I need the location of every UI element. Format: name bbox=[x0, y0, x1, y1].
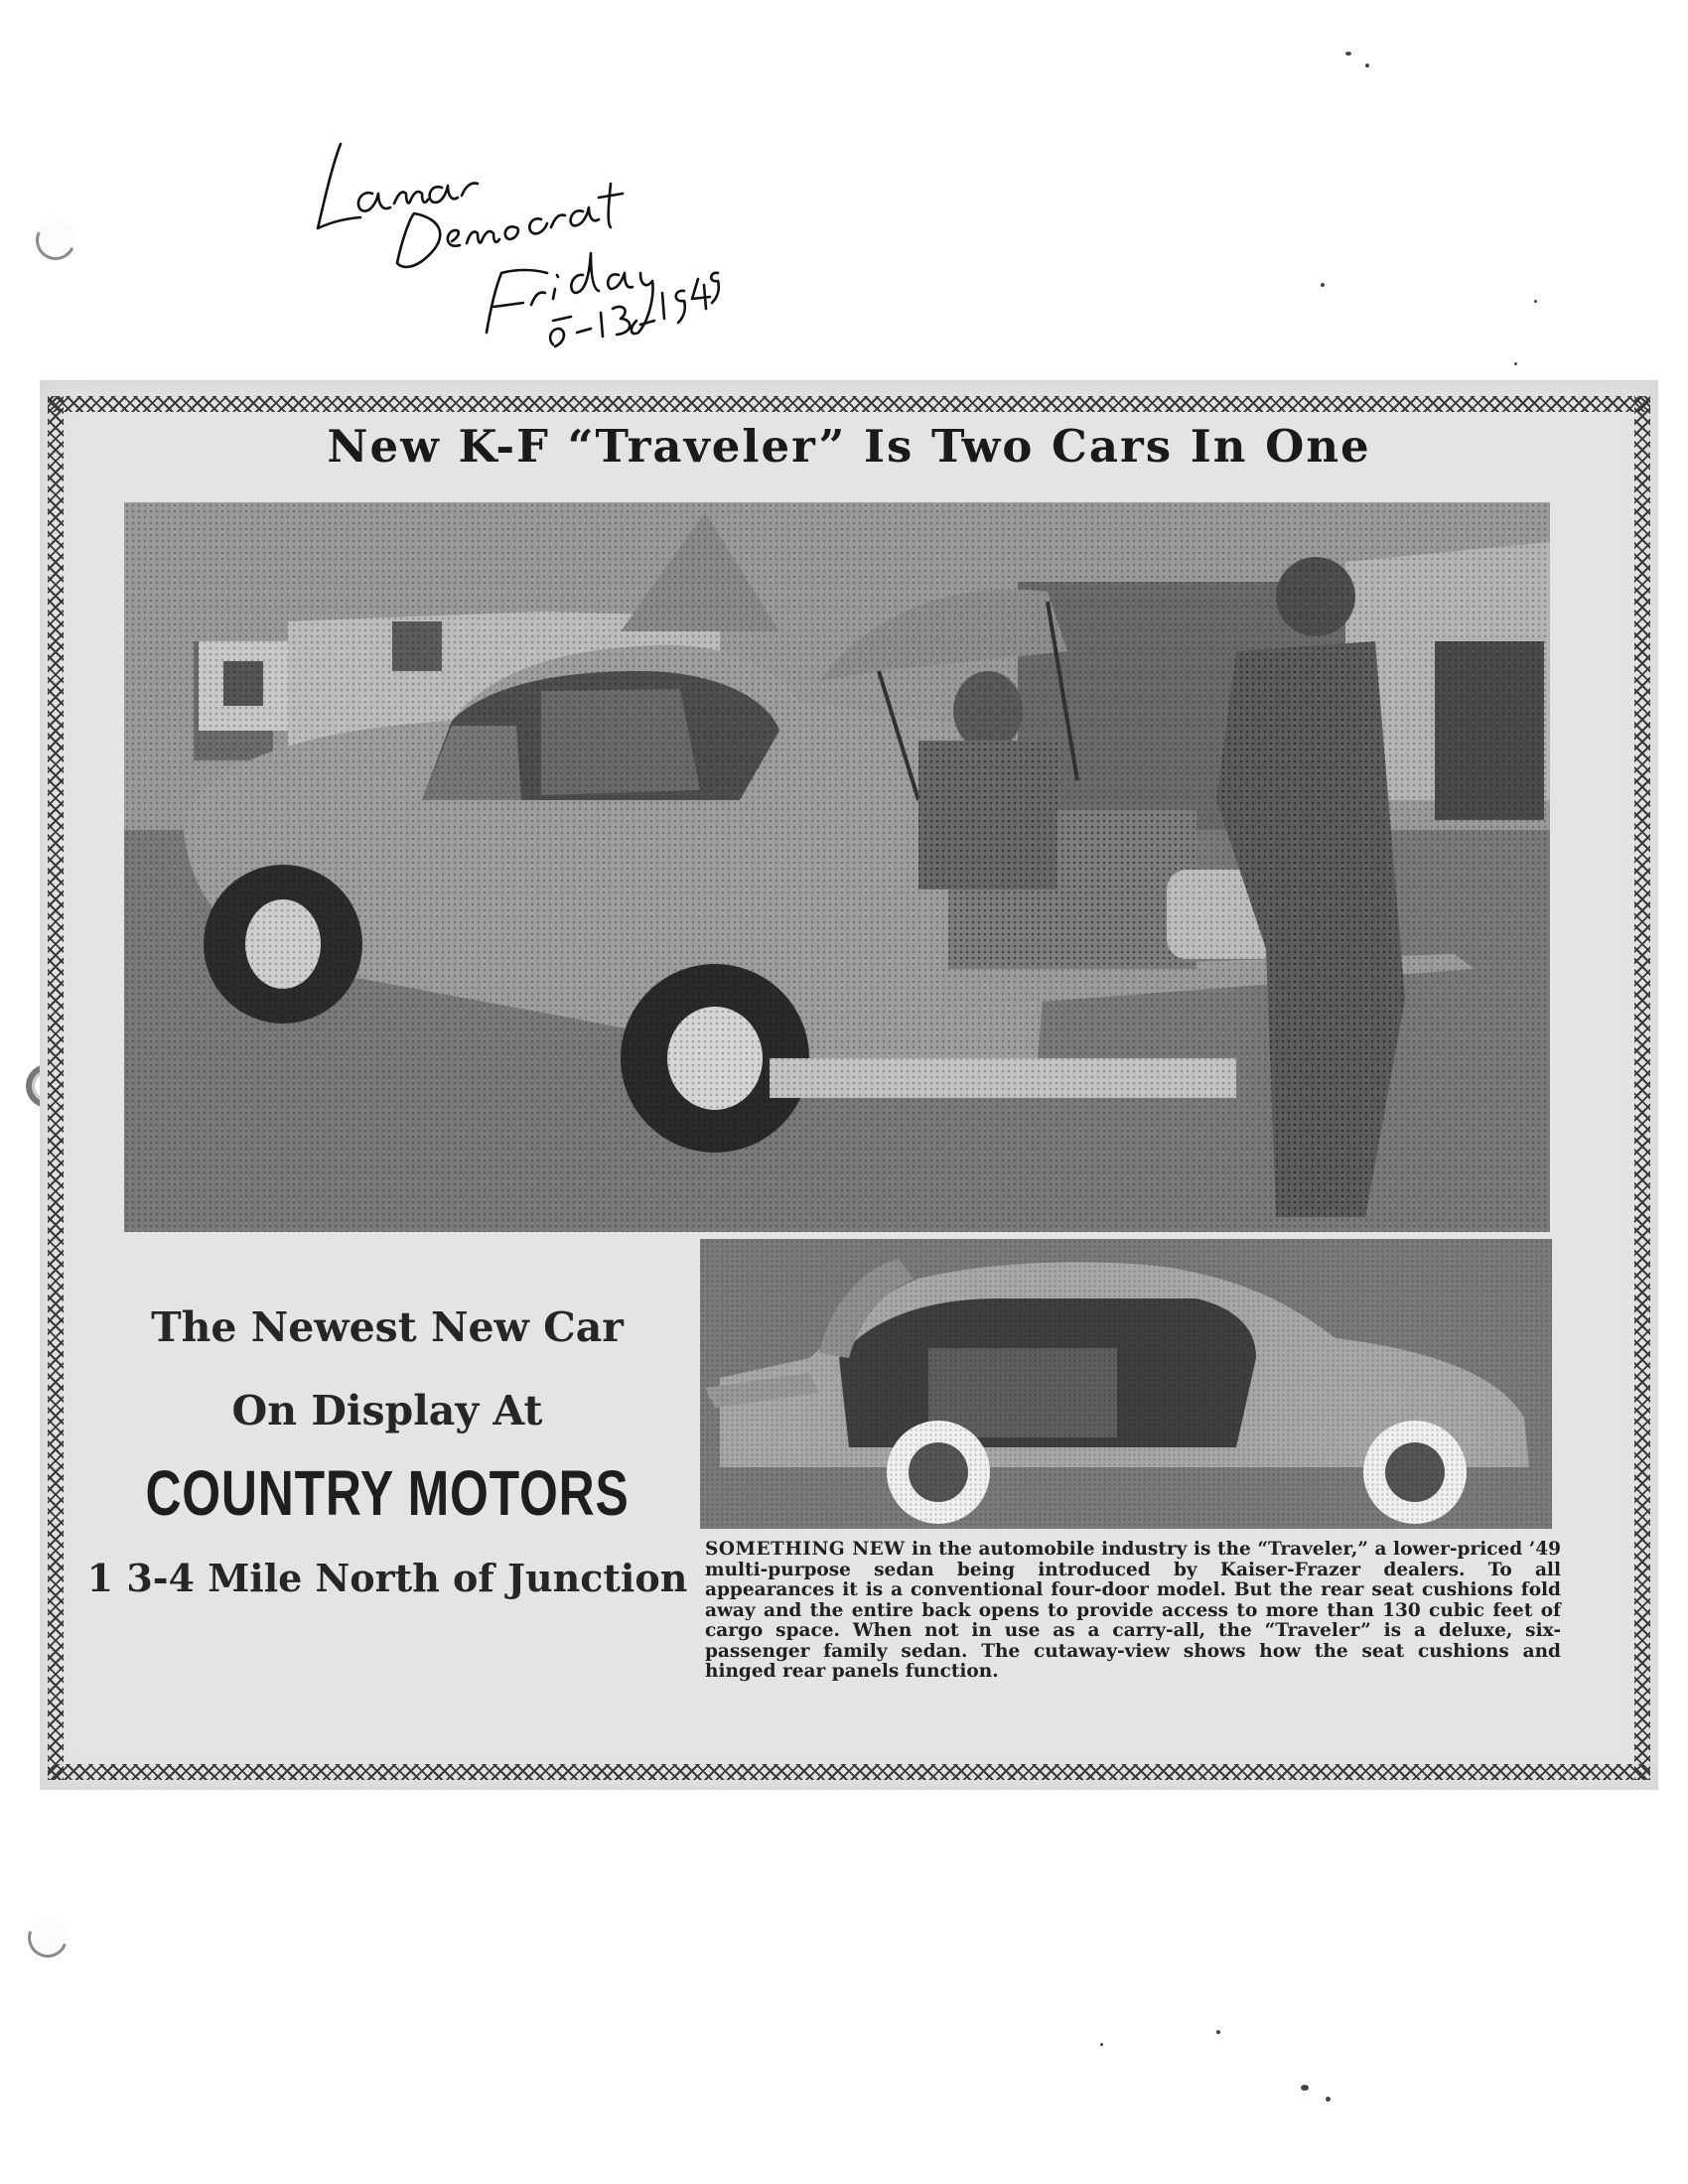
speck bbox=[1345, 52, 1351, 56]
decorative-border-bottom bbox=[48, 1764, 1650, 1780]
caption-lead: SOMETHING NEW bbox=[705, 1539, 906, 1560]
caption-body: in the automobile industry is the “Traveler,” a lower-priced ’49 multi-purpose sedan being introduced by Kaiser-Frazer dealers. To all appearances it is a conventional four-door model. But the rear seat cushions fold away and the entire back opens to provide access to more than 130 cubic feet of cargo space. When not in use as a carry-all, the “Traveler” is a deluxe, six-passenger family sedan. The cutaway-view shows how the seat cushions and hinged rear panels function. bbox=[705, 1539, 1561, 1682]
dealer-location: 1 3-4 Mile North of Junction bbox=[86, 1556, 688, 1600]
decorative-border-right bbox=[1634, 396, 1650, 1780]
speck bbox=[1326, 2097, 1331, 2102]
newspaper-clipping bbox=[40, 380, 1658, 1790]
speck bbox=[1321, 283, 1325, 287]
speck bbox=[1514, 362, 1517, 365]
ad-display-notice: On Display At bbox=[231, 1387, 543, 1434]
decorative-border-top bbox=[48, 396, 1650, 412]
speck bbox=[1365, 64, 1369, 68]
decorative-border-left bbox=[48, 396, 64, 1780]
main-photo-car-with-open-rear bbox=[124, 502, 1550, 1232]
handwritten-annotation bbox=[303, 124, 720, 352]
punch-hole-bottom bbox=[21, 1911, 73, 1964]
speck bbox=[1216, 2030, 1220, 2034]
punch-hole-top bbox=[30, 214, 80, 265]
speck bbox=[1301, 2085, 1309, 2091]
headline: New K-F “Traveler” Is Two Cars In One bbox=[327, 420, 1371, 473]
ad-tagline: The Newest New Car bbox=[151, 1303, 624, 1351]
photo-caption bbox=[705, 1540, 1561, 1683]
cutaway-view-photo bbox=[700, 1239, 1552, 1529]
speck bbox=[1100, 2043, 1103, 2046]
speck bbox=[1534, 300, 1537, 303]
dealer-name: COUNTRY MOTORS bbox=[145, 1457, 630, 1529]
dealer-advertisement bbox=[70, 1303, 705, 1600]
